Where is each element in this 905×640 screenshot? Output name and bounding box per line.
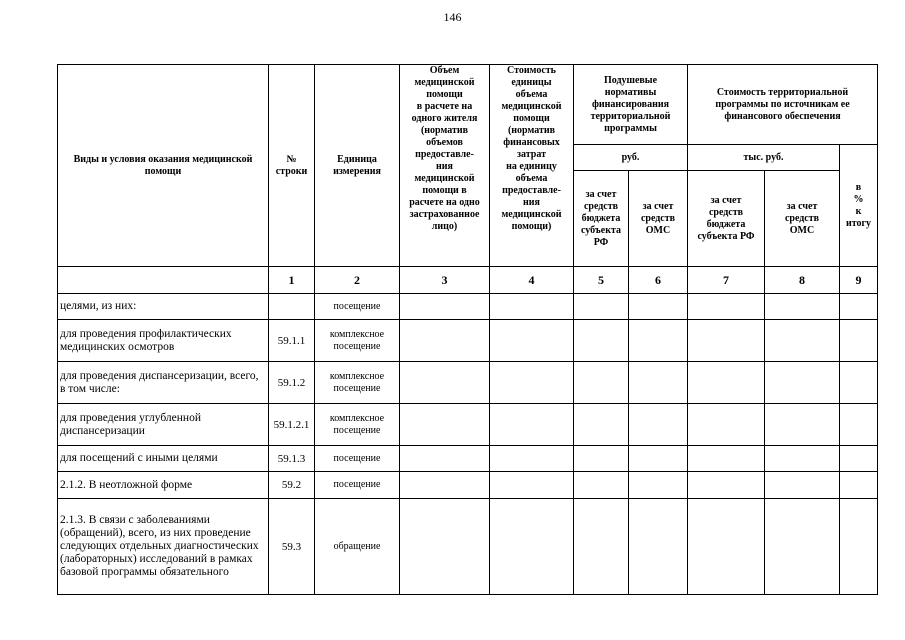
row-unit: комплексное посещение bbox=[315, 320, 400, 362]
row-unit: обращение bbox=[315, 499, 400, 595]
cell-empty bbox=[629, 499, 688, 595]
cell-empty bbox=[400, 499, 490, 595]
header-oms-thousand: за счет средств ОМС bbox=[765, 171, 840, 267]
cell-empty bbox=[629, 362, 688, 404]
cell-empty bbox=[840, 294, 878, 320]
cell-empty bbox=[490, 320, 574, 362]
table-row bbox=[58, 499, 878, 595]
row-name: для проведения профилактических медицинских осмотров bbox=[58, 320, 269, 362]
header-oms: за счет средств ОМС bbox=[629, 171, 688, 267]
cell-empty bbox=[629, 404, 688, 446]
cell-empty bbox=[840, 362, 878, 404]
cell-empty bbox=[490, 362, 574, 404]
row-code: 59.1.2 bbox=[269, 362, 315, 404]
cell-empty bbox=[490, 446, 574, 472]
financing-table bbox=[57, 64, 878, 595]
header-program-cost: Стоимость территориальной программы по источникам ее финансового обеспечения bbox=[688, 65, 878, 145]
column-number: 9 bbox=[840, 267, 878, 294]
cell-empty bbox=[840, 472, 878, 499]
cell-empty bbox=[688, 294, 765, 320]
cell-empty bbox=[688, 472, 765, 499]
table-row bbox=[58, 362, 878, 404]
header-budget-rf-thousand: за счет средств бюджета субъекта РФ bbox=[688, 171, 765, 267]
cell-empty bbox=[629, 472, 688, 499]
row-name: целями, из них: bbox=[58, 294, 269, 320]
table-row bbox=[58, 404, 878, 446]
page-number: 146 bbox=[443, 10, 462, 24]
column-number: 1 bbox=[269, 267, 315, 294]
cell-empty bbox=[574, 446, 629, 472]
row-unit: комплексное посещение bbox=[315, 404, 400, 446]
cell-empty bbox=[840, 320, 878, 362]
cell-empty bbox=[765, 446, 840, 472]
cell-empty bbox=[400, 404, 490, 446]
row-unit: посещение bbox=[315, 294, 400, 320]
cell-empty bbox=[490, 404, 574, 446]
cell-empty bbox=[574, 294, 629, 320]
row-code: 59.3 bbox=[269, 499, 315, 595]
header-cost-unit: Стоимость единицы объема медицинской помощи (норматив финансовых затрат на единицу объема предоставле- ния медицинской помощи) bbox=[490, 65, 574, 267]
cell-empty bbox=[765, 499, 840, 595]
cell-empty bbox=[629, 320, 688, 362]
cell-empty bbox=[574, 472, 629, 499]
row-code: 59.1.3 bbox=[269, 446, 315, 472]
column-number: 8 bbox=[765, 267, 840, 294]
row-unit: посещение bbox=[315, 446, 400, 472]
header-unit: Единица измерения bbox=[315, 65, 400, 267]
cell-empty bbox=[490, 294, 574, 320]
cell-empty bbox=[840, 499, 878, 595]
table-row bbox=[58, 320, 878, 362]
row-code: 59.1.1 bbox=[269, 320, 315, 362]
cell-empty bbox=[688, 362, 765, 404]
column-number: 6 bbox=[629, 267, 688, 294]
cell-empty bbox=[400, 472, 490, 499]
row-code bbox=[269, 294, 315, 320]
row-code: 59.2 bbox=[269, 472, 315, 499]
table-row bbox=[58, 294, 878, 320]
cell-empty bbox=[574, 404, 629, 446]
cell-empty bbox=[400, 294, 490, 320]
cell-empty bbox=[688, 499, 765, 595]
cell-empty bbox=[400, 320, 490, 362]
column-number: 2 bbox=[315, 267, 400, 294]
cell-empty bbox=[765, 320, 840, 362]
row-code: 59.1.2.1 bbox=[269, 404, 315, 446]
cell-empty bbox=[765, 294, 840, 320]
cell-empty bbox=[688, 404, 765, 446]
header-unit-thousand-rub: тыс. руб. bbox=[688, 145, 840, 171]
cell-empty bbox=[574, 499, 629, 595]
table-row bbox=[58, 472, 878, 499]
column-number: 7 bbox=[688, 267, 765, 294]
cell-empty bbox=[765, 362, 840, 404]
cell-empty bbox=[574, 362, 629, 404]
column-number: 5 bbox=[574, 267, 629, 294]
cell-empty bbox=[400, 446, 490, 472]
header-type: Виды и условия оказания медицинской помощи bbox=[58, 65, 269, 267]
header-percent: в % к итогу bbox=[840, 145, 878, 267]
row-name: 2.1.3. В связи с заболеваниями (обращений), всего, из них проведение следующих отдельных диагностических (лабораторных) исследований в рамках базовой программы обязательного bbox=[58, 499, 269, 595]
cell-empty bbox=[688, 320, 765, 362]
row-name: для проведения углубленной диспансеризации bbox=[58, 404, 269, 446]
row-name: для проведения диспансеризации, всего, в том числе: bbox=[58, 362, 269, 404]
column-number: 3 bbox=[400, 267, 490, 294]
cell-empty bbox=[490, 499, 574, 595]
header-unit-rub: руб. bbox=[574, 145, 688, 171]
header-row-1 bbox=[58, 65, 878, 145]
cell-empty bbox=[765, 472, 840, 499]
cell-empty bbox=[840, 404, 878, 446]
cell-empty bbox=[688, 446, 765, 472]
header-per-capita: Подушевые нормативы финансирования территориальной программы bbox=[574, 65, 688, 145]
column-number-row bbox=[58, 267, 878, 294]
cell-empty bbox=[574, 320, 629, 362]
row-unit: посещение bbox=[315, 472, 400, 499]
column-number bbox=[58, 267, 269, 294]
header-volume: Объем медицинской помощи в расчете на одного жителя (норматив объемов предоставле- ния медицинской помощи в расчете на одно застрахованное лицо) bbox=[400, 65, 490, 267]
cell-empty bbox=[400, 362, 490, 404]
cell-empty bbox=[629, 294, 688, 320]
header-budget-rf: за счет средств бюджета субъекта РФ bbox=[574, 171, 629, 267]
cell-empty bbox=[629, 446, 688, 472]
cell-empty bbox=[840, 446, 878, 472]
row-name: 2.1.2. В неотложной форме bbox=[58, 472, 269, 499]
column-number: 4 bbox=[490, 267, 574, 294]
header-row-no: № строки bbox=[269, 65, 315, 267]
row-name: для посещений с иными целями bbox=[58, 446, 269, 472]
table-row bbox=[58, 446, 878, 472]
cell-empty bbox=[490, 472, 574, 499]
row-unit: комплексное посещение bbox=[315, 362, 400, 404]
cell-empty bbox=[765, 404, 840, 446]
